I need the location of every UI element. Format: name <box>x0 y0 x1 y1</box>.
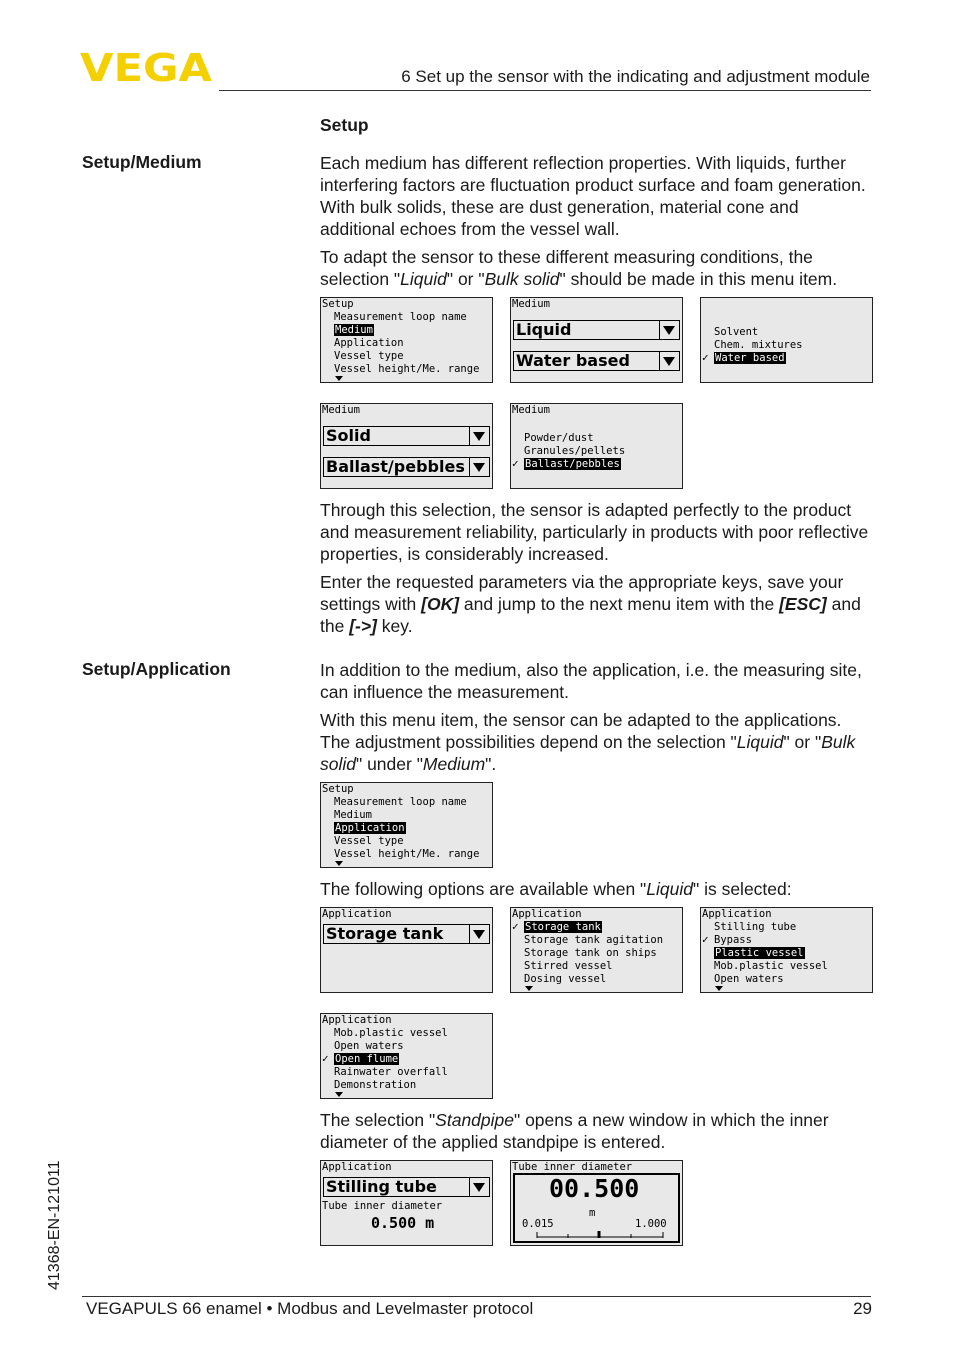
list-item: Chem. mixtures <box>714 339 803 351</box>
liquid-type-list-screen <box>700 297 873 383</box>
checkmark-icon: ✓ <box>512 457 519 470</box>
medium-paragraph-2: To adapt the sensor to these different measuring conditions, the selection "Liquid" or "Bulk solid" should be made in this menu item. <box>320 247 838 289</box>
checkmark-icon: ✓ <box>702 351 709 364</box>
menu-item: Vessel type <box>334 835 404 847</box>
medium-liquid-screen: Medium Liquid Water based <box>510 297 683 383</box>
scroll-down-icon <box>525 986 533 991</box>
dropdown-arrow-icon <box>659 321 679 339</box>
scroll-down-icon <box>335 376 343 381</box>
checkmark-icon: ✓ <box>512 920 519 933</box>
tube-diameter-value: 0.500 m <box>371 1214 435 1232</box>
section-title: Setup <box>320 115 369 135</box>
medium-paragraph-3: Through this selection, the sensor is adapted perfectly to the product and measurement reliability, particularly in products with poor reflective properties, is considerably increased. <box>320 500 869 564</box>
scroll-down-icon <box>335 861 343 866</box>
application-paragraph-1: In addition to the medium, also the application, i.e. the measuring site, can influence the measurement. <box>320 660 862 702</box>
application-paragraph-3: The following options are available when "Liquid" is selected: <box>320 879 792 899</box>
menu-item: Measurement loop name <box>334 796 467 808</box>
application-paragraph-4: The selection "Standpipe" opens a new window in which the inner diameter of the applied standpipe is entered. <box>320 1110 829 1152</box>
list-item: Demonstration <box>334 1079 417 1091</box>
list-item: Dosing vessel <box>524 973 607 985</box>
menu-item: Medium <box>334 809 372 821</box>
dropdown-arrow-icon <box>469 458 489 476</box>
medium-paragraph-1: Each medium has different reflection properties. With liquids, further interfering factors are fluctuation product surface and foam generation. With bulk solids, these are dust generation, material cone and additional echoes from the vessel wall. <box>320 153 866 239</box>
footer-divider <box>82 1296 871 1297</box>
list-item: Solvent <box>714 326 759 338</box>
application-dropdown-screen: Application Storage tank <box>320 907 493 993</box>
list-item-selected: Open flume <box>335 1053 399 1065</box>
medium-solid-screen: Medium Solid Ballast/pebbles <box>320 403 493 489</box>
dropdown-arrow-icon <box>469 925 489 943</box>
menu-item: Measurement loop name <box>334 311 467 323</box>
list-item: Storage tank agitation <box>524 934 664 946</box>
application-dropdown: Storage tank <box>323 924 490 944</box>
list-item-selected: Water based <box>715 352 785 364</box>
unit-label: m <box>589 1207 596 1219</box>
list-item: Stilling tube <box>714 921 797 933</box>
menu-item: Vessel height/Me. range <box>334 848 480 860</box>
menu-item-selected: Application <box>335 822 405 834</box>
list-item: Mob.plastic vessel <box>334 1027 448 1039</box>
dropdown-arrow-icon <box>469 1178 489 1196</box>
header-divider <box>219 90 871 91</box>
setup-menu-screen: Setup Measurement loop name Medium Application Vessel type Vessel height/Me. range <box>320 297 493 383</box>
application-paragraph-2: With this menu item, the sensor can be adapted to the applications. The adjustment possibilities depend on the selection "Liquid" or "Bulk solid" under "Medium". <box>320 710 856 774</box>
scroll-down-icon <box>335 1092 343 1097</box>
document-id: 41368-EN-121011 <box>46 1160 63 1290</box>
diameter-edit-value: 00.500 <box>549 1174 640 1203</box>
list-item: Bypass <box>714 934 752 946</box>
page-number: 29 <box>853 1299 872 1318</box>
menu-item: Vessel type <box>334 350 404 362</box>
checkmark-icon: ✓ <box>322 1052 329 1065</box>
list-item: Open waters <box>714 973 784 985</box>
solid-type-list-screen: Medium Powder/dust Granules/pellets ✓ Ballast/pebbles <box>510 403 683 489</box>
list-item: Granules/pellets <box>524 445 626 457</box>
medium-dropdown: Solid <box>323 426 490 446</box>
list-item-selected: Storage tank <box>525 921 601 933</box>
application-dropdown: Stilling tube <box>323 1177 490 1197</box>
vega-logo <box>80 50 214 84</box>
stilling-tube-screen: Application Stilling tube Tube inner diameter 0.500 m <box>320 1160 493 1246</box>
application-heading: Setup/Application <box>82 659 231 679</box>
chapter-title: 6 Set up the sensor with the indicating and adjustment module <box>401 67 870 86</box>
range-min: 0.015 <box>522 1218 554 1230</box>
list-item: Stirred vessel <box>524 960 613 972</box>
medium-paragraph-4: Enter the requested parameters via the appropriate keys, save your settings with [OK] and jump to the next menu item with the [ESC] and the [->] key. <box>320 572 861 636</box>
application-list-screen-2: Application Stilling tube ✓ Bypass Plastic vessel Mob.plastic vessel Open waters <box>700 907 873 993</box>
range-scale <box>535 1230 665 1239</box>
dropdown-arrow-icon <box>469 427 489 445</box>
checkmark-icon: ✓ <box>702 933 709 946</box>
list-item: Rainwater overfall <box>334 1066 448 1078</box>
list-item-selected: Ballast/pebbles <box>525 458 620 470</box>
medium-type-dropdown: Ballast/pebbles <box>323 457 490 477</box>
dropdown-arrow-icon <box>659 352 679 370</box>
medium-heading: Setup/Medium <box>82 152 202 172</box>
list-item: Mob.plastic vessel <box>714 960 828 972</box>
application-list-screen-1: Application ✓ Storage tank Storage tank agitation Storage tank on ships Stirred vessel Dosing vessel <box>510 907 683 993</box>
list-item-selected: Plastic vessel <box>715 947 804 959</box>
tube-diameter-edit-screen: Tube inner diameter 00.500 m 0.015 1.000 <box>510 1160 683 1246</box>
list-item: Storage tank on ships <box>524 947 657 959</box>
menu-item: Vessel height/Me. range <box>334 363 480 375</box>
footer-product: VEGAPULS 66 enamel • Modbus and Levelmaster protocol <box>86 1299 534 1318</box>
scroll-down-icon <box>715 986 723 991</box>
menu-item-selected: Medium <box>335 324 373 336</box>
setup-menu-application-screen: Setup Measurement loop name Medium Application Vessel type Vessel height/Me. range <box>320 782 493 868</box>
tube-diameter-label: Tube inner diameter <box>322 1200 443 1212</box>
list-item: Open waters <box>334 1040 404 1052</box>
list-item: Powder/dust <box>524 432 594 444</box>
menu-item: Application <box>334 337 404 349</box>
svg-text:VEGA: VEGA <box>80 50 213 84</box>
medium-dropdown: Liquid <box>513 320 680 340</box>
range-max: 1.000 <box>635 1218 667 1230</box>
application-list-screen-3: Application Mob.plastic vessel Open waters ✓ Open flume Rainwater overfall Demonstration <box>320 1013 493 1099</box>
medium-type-dropdown: Water based <box>513 351 680 371</box>
